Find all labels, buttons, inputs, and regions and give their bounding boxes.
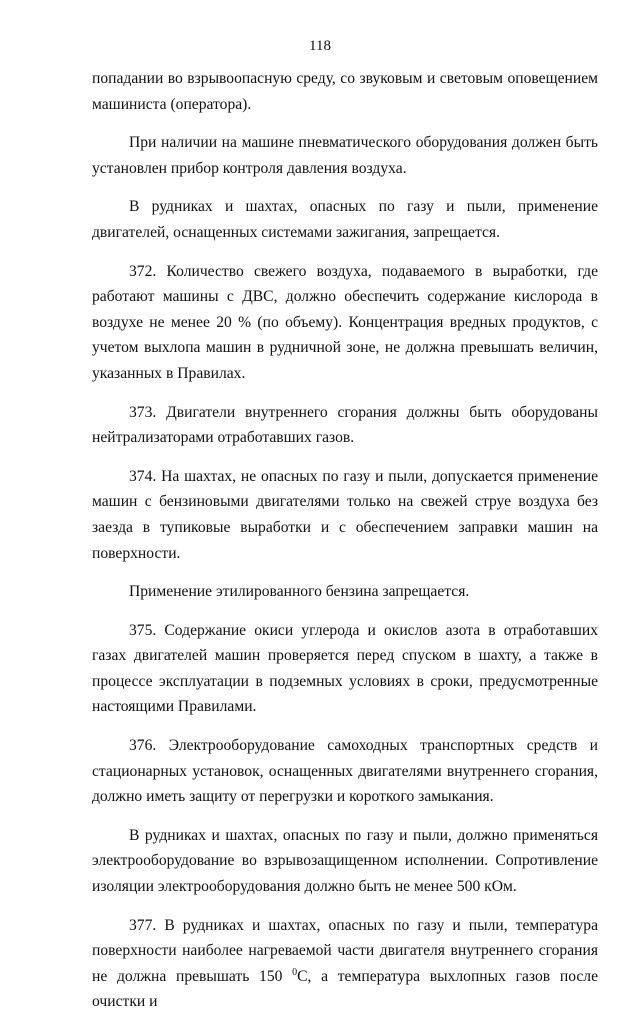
paragraph-373: 373. Двигатели внутреннего сгорания должны быть оборудованы нейтрализаторами отработавших газов. — [92, 403, 598, 447]
page-number: 118 — [309, 38, 331, 54]
paragraph-372: 372. Количество свежего воздуха, подаваемого в выработки, где работают машины с ДВС, должно обеспечить содержание кислорода в воздухе не менее 20 % (по объему). Концентрация вредных продуктов, с учетом выхлопа машин в рудничной зоне, не должна превышать величин, указанных в Правилах. — [92, 262, 598, 382]
degree-superscript: 0 — [292, 966, 298, 978]
paragraph-375: 375. Содержание окиси углерода и окислов азота в отработавших газах двигателей машин проверяется перед спуском в шахту, а также в процессе эксплуатации в подземных условиях в сроки, предусмотренные настоящими Правилами. — [92, 621, 598, 716]
paragraph: В рудниках и шахтах, опасных по газу и пыли, должно применяться электрооборудование во взрывозащищенном исполнении. Сопротивление изоляции электрооборудования должно быть не менее 500 кОм. — [92, 826, 598, 896]
paragraph-376: 376. Электрооборудование самоходных транспортных средств и стационарных установок, оснащенных двигателями внутреннего сгорания, должно иметь защиту от перегрузки и короткого замыкания. — [92, 737, 598, 806]
paragraph: В рудниках и шахтах, опасных по газу и пыли, применение двигателей, оснащенных системами зажигания, запрещается. — [92, 198, 598, 241]
paragraph-377-text-end: С, а температура выхлопных газов после очистки и — [92, 967, 599, 1011]
paragraph-374: 374. На шахтах, не опасных по газу и пыли, допускается применение машин с бензиновыми двигателями только на свежей струе воздуха без заезда в тупиковые выработки и с обеспечением заправки машин на поверхности. — [92, 467, 598, 562]
document-body — [92, 66, 598, 1015]
paragraph: Применение этилированного бензина запрещается. — [129, 583, 470, 601]
paragraph-continuation: попадании во взрывоопасную среду, со звуковым и световым оповещением машиниста (оператора). — [92, 70, 598, 113]
paragraph-377 — [92, 913, 598, 1015]
paragraph: При наличии на машине пневматического оборудования должен быть установлен прибор контроля давления воздуха. — [92, 134, 598, 177]
paragraph-377-text: 377. В рудниках и шахтах, опасных по газу и пыли, температура поверхности наиболее нагреваемой части двигателя внутреннего сгорания не должна превышать 150 — [92, 916, 598, 985]
